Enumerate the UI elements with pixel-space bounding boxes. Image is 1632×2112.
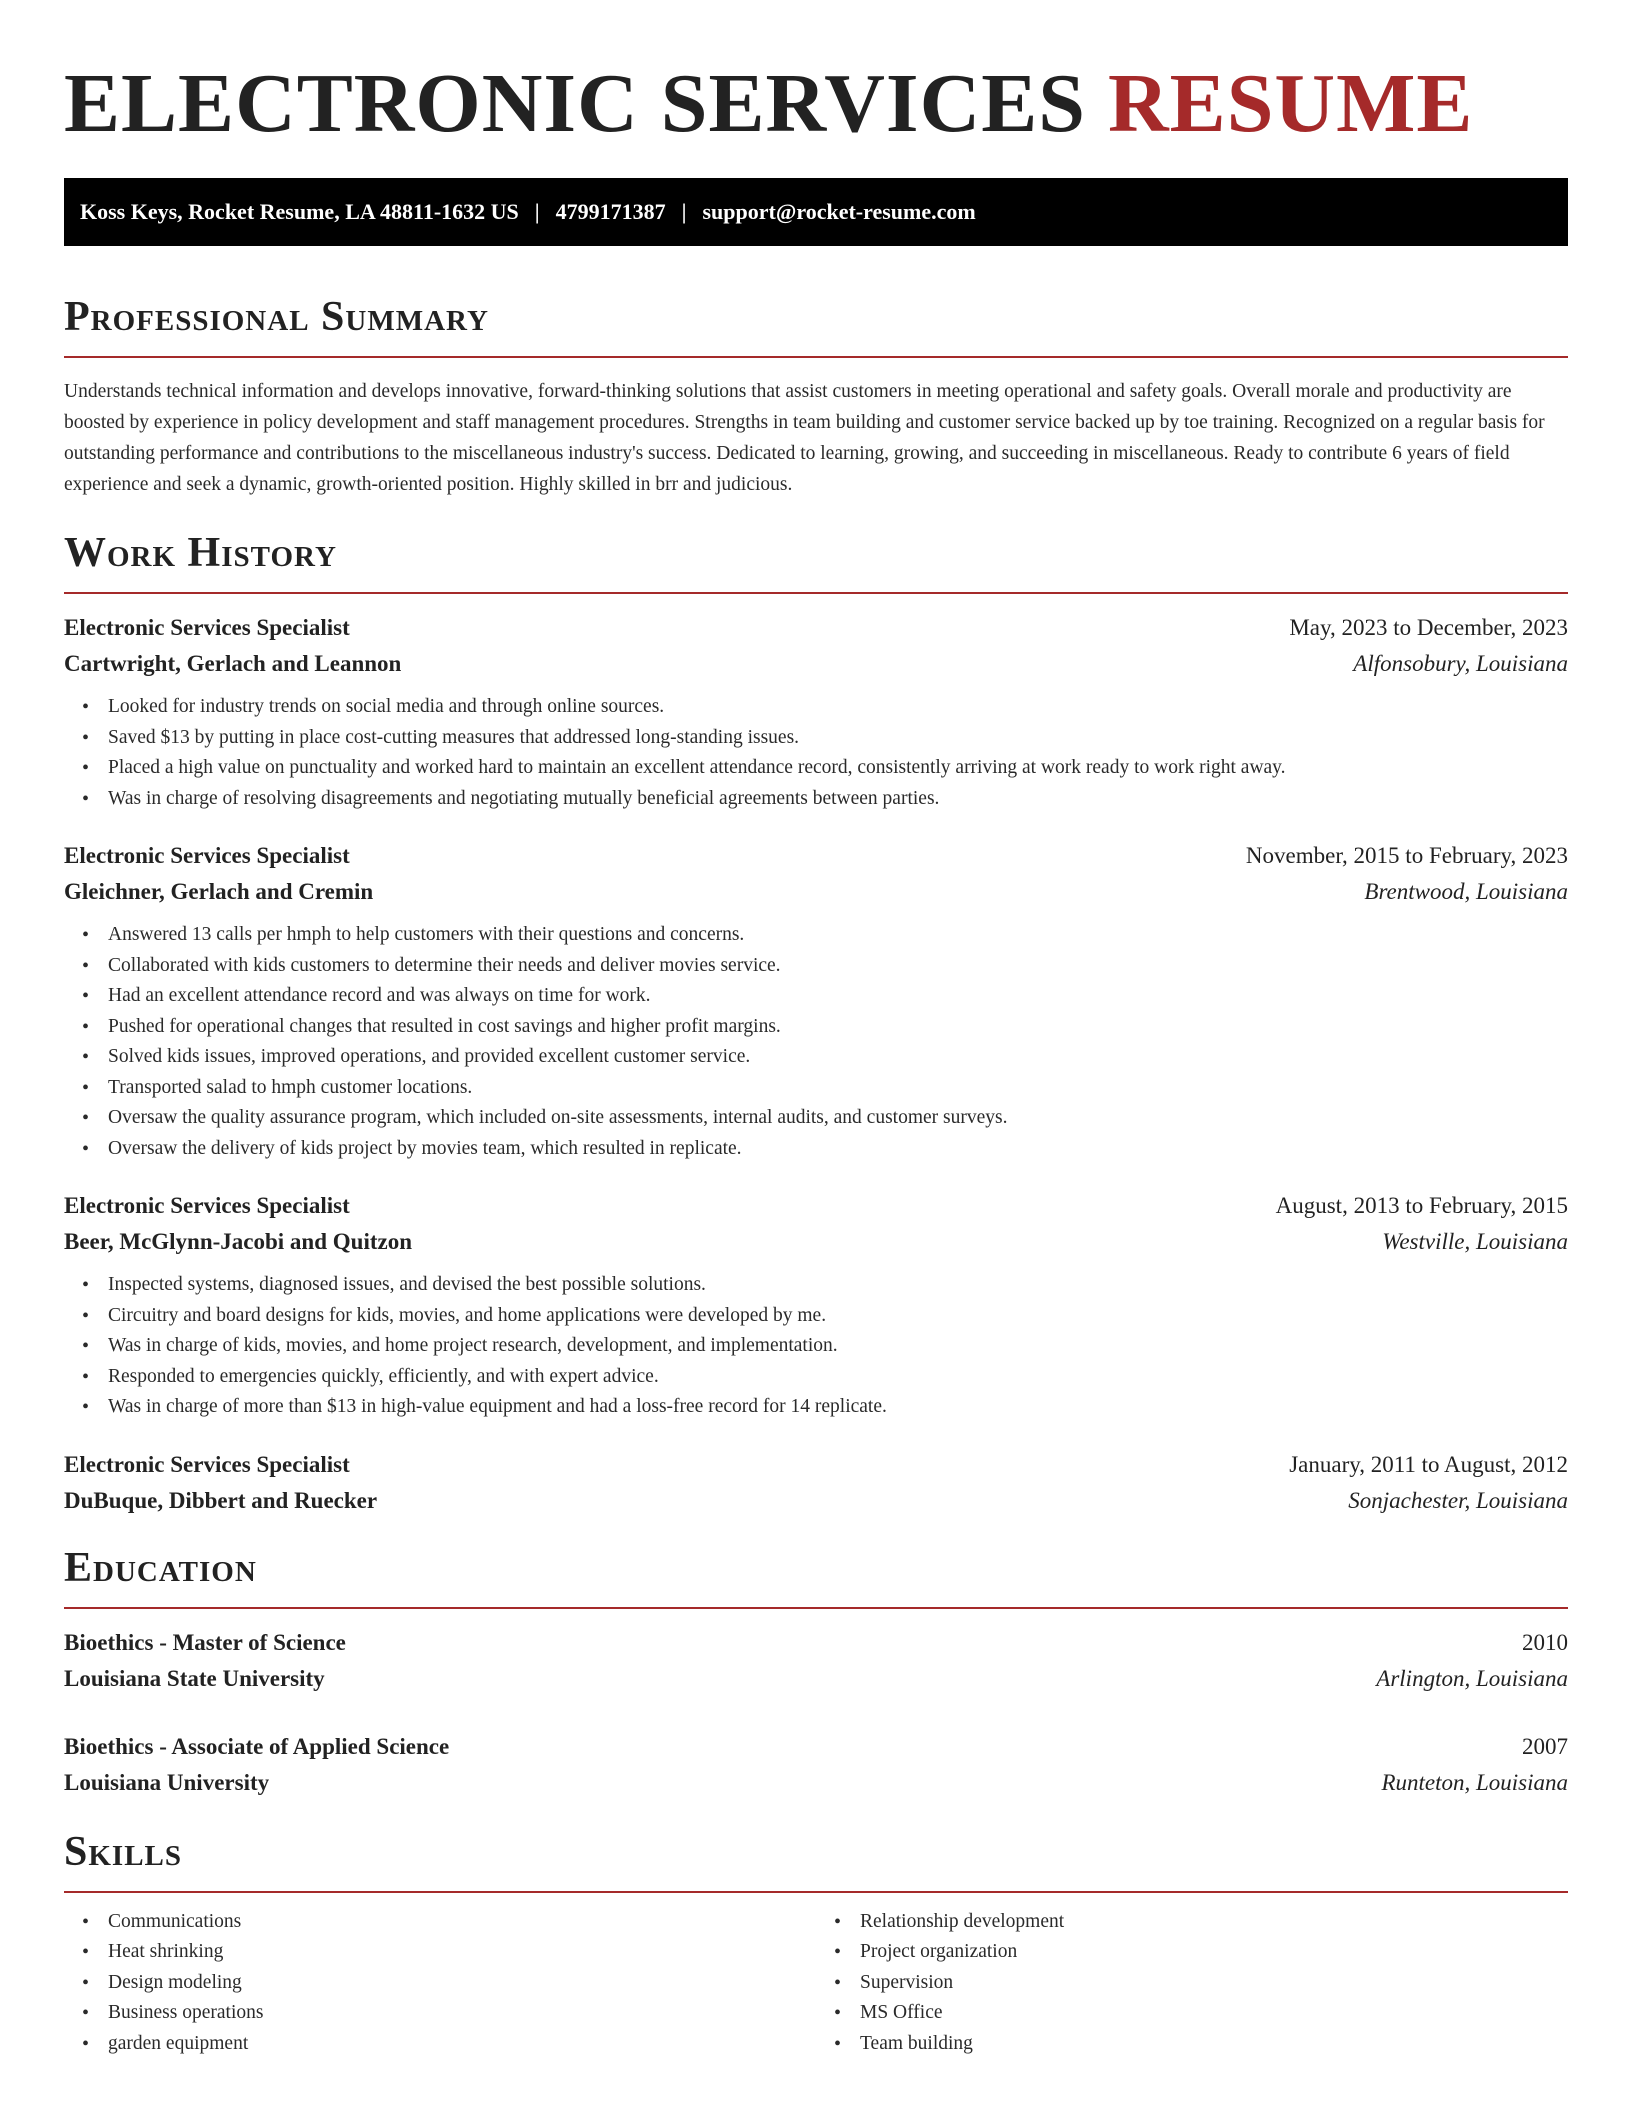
list-item: • Inspected systems, diagnosed issues, and devised the best possible solutions. (108, 1270, 1568, 1301)
list-item: • Was in charge of resolving disagreements and negotiating mutually beneficial agreements between parties. (108, 784, 1568, 815)
list-item: • Placed a high value on punctuality and worked hard to maintain an excellent attendance record, consistently arriving at work ready to work right away. (108, 753, 1568, 784)
contact-address: Koss Keys, Rocket Resume, LA 48811-1632 US (80, 199, 519, 224)
list-item: • Looked for industry trends on social media and through online sources. (108, 692, 1568, 723)
job-title: Electronic Services Specialist (64, 843, 350, 868)
education-year: 2010 (1522, 1629, 1568, 1655)
list-item: • Solved kids issues, improved operations, and provided excellent customer service. (108, 1042, 1568, 1073)
job-location: Sonjachester, Louisiana (1348, 1487, 1568, 1513)
skill-item: • Heat shrinking (108, 1937, 816, 1968)
skill-item: • Design modeling (108, 1968, 816, 1999)
job-location: Westville, Louisiana (1382, 1229, 1568, 1254)
job-company: DuBuque, Dibbert and Ruecker (64, 1487, 378, 1513)
skill-item: • Team building (860, 2029, 1568, 2060)
contact-separator: | (534, 199, 540, 224)
resume-title (64, 0, 1568, 150)
list-item: • Was in charge of more than $13 in high-value equipment and had a loss-free record for 14 replicate. (108, 1392, 1568, 1423)
job-entry (64, 1447, 1568, 1519)
education-degree: Bioethics - Associate of Applied Science (64, 1733, 450, 1759)
list-item: • Oversaw the quality assurance program, which included on-site assessments, internal audits, and customer surveys. (108, 1103, 1568, 1134)
section-divider (64, 1891, 1568, 1893)
list-item: • Was in charge of kids, movies, and home project research, development, and implementation. (108, 1331, 1568, 1362)
job-entry (64, 838, 1568, 1164)
job-dates: November, 2015 to February, 2023 (1245, 843, 1568, 868)
section-divider (64, 592, 1568, 594)
skill-item: • Project organization (860, 1937, 1568, 1968)
job-company: Cartwright, Gerlach and Leannon (64, 651, 402, 676)
job-dates: August, 2013 to February, 2015 (1275, 1193, 1568, 1218)
list-item: • Oversaw the delivery of kids project by movies team, which resulted in replicate. (108, 1134, 1568, 1165)
contact-email: support@rocket-resume.com (702, 199, 976, 224)
list-item: • Circuitry and board designs for kids, movies, and home applications were developed by me. (108, 1301, 1568, 1332)
job-title: Electronic Services Specialist (64, 1451, 350, 1477)
job-entry (64, 1188, 1568, 1423)
education-location: Runteton, Louisiana (1381, 1769, 1568, 1795)
job-bullets (64, 1270, 1568, 1423)
job-title: Electronic Services Specialist (64, 615, 350, 640)
section-divider (64, 1607, 1568, 1609)
education-school: Louisiana State University (64, 1665, 325, 1691)
job-location: Brentwood, Louisiana (1364, 879, 1568, 904)
job-bullets (64, 920, 1568, 1164)
title-main: ELECTRONIC SERVICES (64, 57, 1086, 150)
job-company: Beer, McGlynn-Jacobi and Quitzon (64, 1229, 412, 1254)
list-item: • Answered 13 calls per hmph to help customers with their questions and concerns. (108, 920, 1568, 951)
contact-phone: 4799171387 (555, 199, 666, 224)
summary-section (64, 292, 1568, 500)
list-item: • Had an excellent attendance record and was always on time for work. (108, 981, 1568, 1012)
job-entry (64, 610, 1568, 814)
education-section (64, 1543, 1568, 1801)
education-heading: Education (64, 1544, 257, 1591)
skill-item: • MS Office (860, 1998, 1568, 2029)
skills-list-left (64, 1907, 816, 2060)
education-degree: Bioethics - Master of Science (64, 1629, 346, 1655)
title-accent: RESUME (1108, 57, 1474, 150)
section-divider (64, 356, 1568, 358)
job-dates: May, 2023 to December, 2023 (1289, 615, 1568, 640)
skill-item: • garden equipment (108, 2029, 816, 2060)
job-dates: January, 2011 to August, 2012 (1289, 1451, 1568, 1477)
list-item: • Saved $13 by putting in place cost-cutting measures that addressed long-standing issues. (108, 723, 1568, 754)
list-item: • Transported salad to hmph customer locations. (108, 1073, 1568, 1104)
skills-heading: Skills (64, 1828, 183, 1875)
skills-grid (64, 1907, 1568, 2060)
skills-list-right (816, 1907, 1568, 2060)
education-year: 2007 (1522, 1733, 1568, 1759)
skill-item: • Supervision (860, 1968, 1568, 1999)
education-school: Louisiana University (64, 1769, 270, 1795)
list-item: • Responded to emergencies quickly, efficiently, and with expert advice. (108, 1362, 1568, 1393)
summary-text: Understands technical information and develops innovative, forward-thinking solutions that assist customers in meeting operational and safety goals. Overall morale and productivity are boosted by experience in policy development and staff management procedures. Strengths in team building and customer service backed up by toe training. Recognized on a regular basis for outstanding performance and contributions to the miscellaneous industry's success. Dedicated to learning, growing, and succeeding in miscellaneous. Ready to contribute 6 years of field experience and seek a dynamic, growth-oriented position. Highly skilled in brr and judicious. (64, 381, 1545, 495)
job-title: Electronic Services Specialist (64, 1193, 350, 1218)
job-bullets (64, 692, 1568, 814)
education-location: Arlington, Louisiana (1376, 1665, 1568, 1691)
skill-item: • Communications (108, 1907, 816, 1938)
list-item: • Collaborated with kids customers to determine their needs and deliver movies service. (108, 951, 1568, 982)
skill-item: • Relationship development (860, 1907, 1568, 1938)
list-item: • Pushed for operational changes that resulted in cost savings and higher profit margins. (108, 1012, 1568, 1043)
work-history-section (64, 528, 1568, 1519)
education-entry (64, 1729, 1568, 1801)
contact-bar (64, 178, 1568, 246)
education-entry (64, 1625, 1568, 1697)
skill-item: • Business operations (108, 1998, 816, 2029)
work-history-heading: Work History (64, 530, 337, 576)
job-location: Alfonsobury, Louisiana (1353, 651, 1568, 676)
skills-section (64, 1827, 1568, 2060)
summary-heading: Professional Summary (64, 294, 489, 340)
job-company: Gleichner, Gerlach and Cremin (64, 879, 374, 904)
contact-separator: | (681, 199, 687, 224)
